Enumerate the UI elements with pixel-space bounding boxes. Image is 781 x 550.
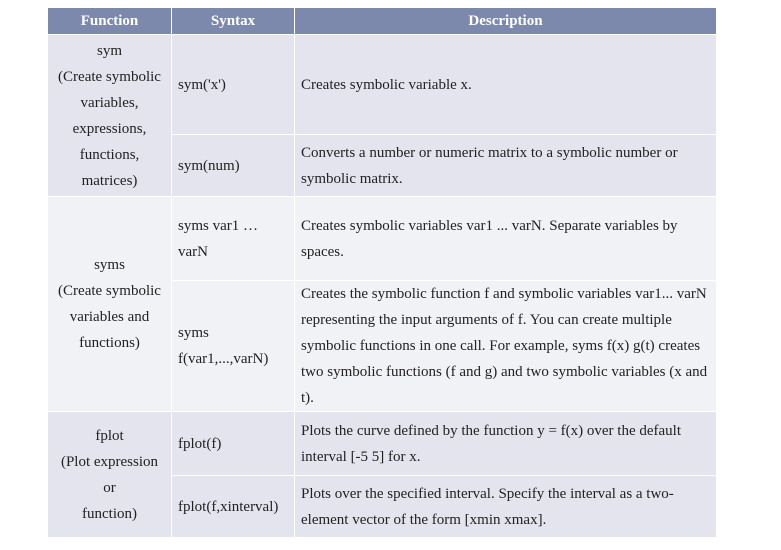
function-line: sym	[96, 42, 122, 59]
description-cell: Creates symbolic variable x.	[295, 35, 717, 135]
header-function: Function	[48, 8, 172, 35]
table-row	[48, 35, 717, 135]
function-line: (Plot expression or	[60, 453, 159, 496]
function-line: functions)	[79, 335, 140, 351]
syntax-cell: syms f(var1,...,varN)	[172, 281, 295, 412]
function-line: (Create symbolic	[58, 68, 161, 85]
description-cell: Plots the curve defined by the function y = f(x) over the default interval [-5 5] for x.	[295, 412, 717, 476]
syntax-cell: syms var1 … varN	[172, 197, 295, 281]
syntax-cell: fplot(f,xinterval)	[172, 476, 295, 538]
syntax-cell: fplot(f)	[172, 412, 295, 476]
function-line: matrices)	[81, 172, 138, 189]
function-line: functions,	[79, 146, 140, 163]
description-cell: Plots over the specified interval. Specify the interval as a two-element vector of the form [xmin xmax].	[295, 476, 717, 538]
function-table	[47, 7, 717, 538]
function-line: (Create symbolic	[58, 283, 161, 299]
header-description: Description	[295, 8, 717, 35]
function-line: function)	[82, 505, 137, 522]
function-cell-sym	[48, 35, 172, 197]
table-header-row	[48, 8, 717, 35]
function-line: variables and	[69, 309, 150, 325]
syntax-cell: sym('x')	[172, 35, 295, 135]
table-row	[48, 197, 717, 281]
function-line: syms	[94, 257, 125, 273]
function-line: expressions,	[72, 120, 147, 137]
table-row	[48, 412, 717, 476]
description-cell: Creates symbolic variables var1 ... varN. Separate variables by spaces.	[295, 197, 717, 281]
function-line: fplot	[95, 427, 124, 444]
header-syntax: Syntax	[172, 8, 295, 35]
description-cell: Converts a number or numeric matrix to a symbolic number or symbolic matrix.	[295, 135, 717, 197]
function-cell-syms	[48, 197, 172, 412]
function-cell-fplot	[48, 412, 172, 538]
syntax-cell: sym(num)	[172, 135, 295, 197]
description-cell: Creates the symbolic function f and symbolic variables var1... varN representing the input arguments of f. You can create multiple symbolic functions in one call. For example, syms f(x) g(t) creates two symbolic functions (f and g) and two symbolic variables (x and t).	[295, 281, 717, 412]
function-line: variables,	[80, 94, 139, 111]
